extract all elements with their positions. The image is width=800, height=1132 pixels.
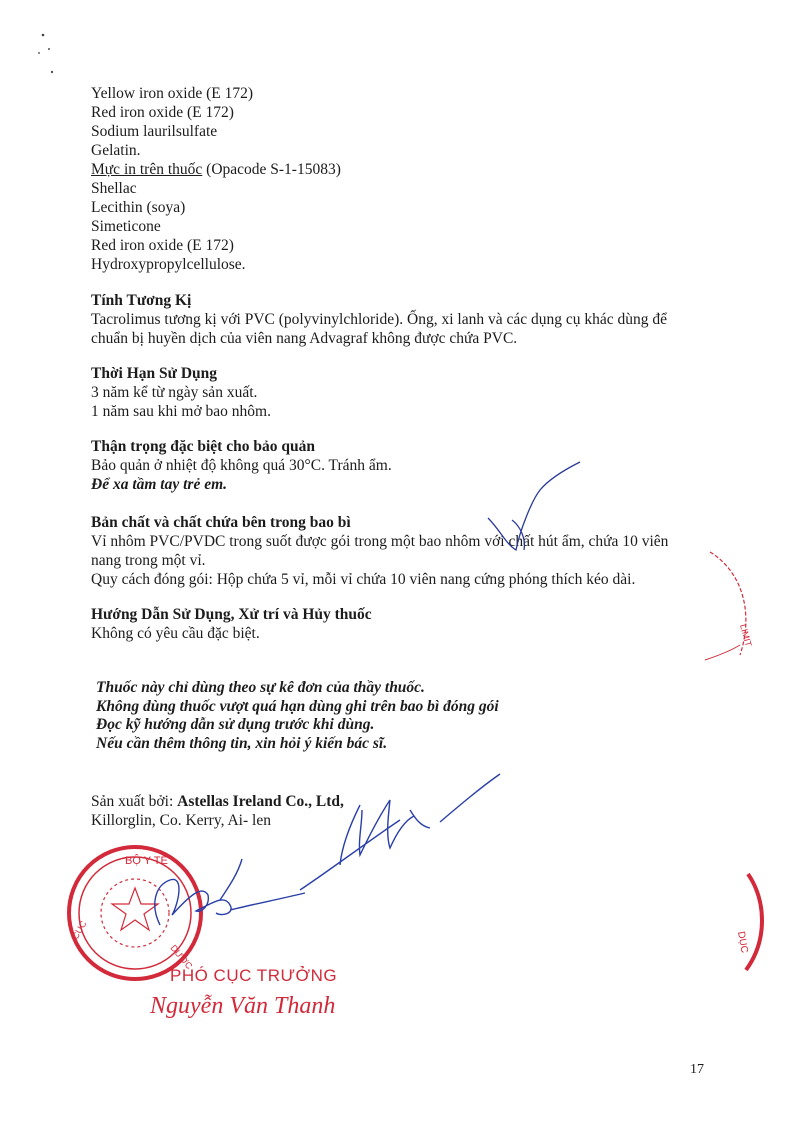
ingredient-item: Sodium laurilsulfate — [91, 123, 218, 140]
compatibility-section — [91, 291, 667, 348]
ink-heading — [91, 160, 341, 179]
prescription-notice — [96, 679, 499, 753]
notice-line: Thuốc này chỉ dùng theo sự kê đơn của thầy thuốc. — [96, 679, 425, 696]
manufacturer-address: Killorglin, Co. Kerry, Ai- len — [91, 812, 271, 829]
section-heading: Bản chất và chất chứa bên trong bao bì — [91, 514, 351, 531]
section-text: Vỉ nhôm PVC/PVDC trong suốt được gói trong một bao nhôm với chất hút ẩm, chứa 10 viên — [91, 533, 669, 550]
svg-text:CỤC: CỤC — [70, 919, 89, 941]
ink-item: Hydroxypropylcellulose. — [91, 256, 246, 273]
section-heading: Thận trọng đặc biệt cho bảo quản — [91, 438, 315, 455]
section-text: Không có yêu cầu đặc biệt. — [91, 625, 260, 642]
shelf-life-section — [91, 364, 271, 421]
ink-item: Simeticone — [91, 218, 161, 235]
ingredient-item: Yellow iron oxide (E 172) — [91, 85, 254, 102]
section-text: Bảo quản ở nhiệt độ không quá 30°C. Tránh ẩm. — [91, 457, 392, 474]
section-text: nang trong một vỉ. — [91, 552, 206, 569]
storage-section — [91, 437, 392, 494]
edge-mark-upper: LIMIT — [738, 622, 754, 648]
section-text: 1 năm sau khi mở bao nhôm. — [91, 403, 271, 420]
edge-seal-lower — [730, 870, 780, 980]
ingredients-list — [91, 84, 341, 274]
ink-item: Lecithin (soya) — [91, 199, 186, 216]
section-text: Quy cách đóng gói: Hộp chứa 5 vỉ, mỗi vỉ chứa 10 viên nang cứng phóng thích kéo dài. — [91, 571, 636, 588]
notice-line: Không dùng thuốc vượt quá hạn dùng ghi trên bao bì đóng gói — [96, 697, 499, 715]
edge-seal-upper — [700, 550, 760, 670]
ink-item: Shellac — [91, 180, 137, 197]
ingredient-item: Red iron oxide (E 172) — [91, 104, 234, 121]
storage-warning: Để xa tầm tay trẻ em. — [91, 476, 228, 493]
section-heading: Thời Hạn Sử Dụng — [91, 365, 218, 382]
ink-detail: (Opacode S-1-15083) — [202, 161, 341, 178]
notice-line: Đọc kỹ hướng dẫn sử dụng trước khi dùng. — [96, 716, 375, 733]
section-text: chuẩn bị huyền dịch của viên nang Advagraf không được chứa PVC. — [91, 330, 518, 347]
svg-text:BỘ Y TẾ: BỘ Y TẾ — [125, 855, 168, 867]
checkmark-signature — [480, 460, 600, 570]
section-text: 3 năm kể từ ngày sản xuất. — [91, 384, 258, 401]
notice-line: Nếu cần thêm thông tin, xin hỏi ý kiến bác sĩ. — [96, 734, 388, 752]
manufacturer-signature — [290, 770, 510, 900]
ink-label: Mực in trên thuốc — [91, 161, 203, 178]
page-number: 17 — [690, 1062, 704, 1077]
stamp-title: PHÓ CỤC TRƯỞNG — [170, 966, 338, 985]
manufacturer-name: Astellas Ireland Co., Ltd, — [177, 793, 344, 810]
ingredient-item: Gelatin. — [91, 142, 141, 159]
official-signature — [130, 855, 310, 945]
section-heading: Tính Tương Kị — [91, 292, 192, 309]
manufacturer-prefix: Sản xuất bởi: — [91, 793, 178, 810]
stamp-name: Nguyễn Văn Thanh — [150, 993, 336, 1019]
edge-mark-lower: DỤC — [735, 930, 750, 954]
scan-specks — [30, 25, 70, 85]
section-heading: Hướng Dẫn Sử Dụng, Xử trí và Hủy thuốc — [91, 606, 372, 623]
handling-section — [91, 605, 372, 643]
section-text: Tacrolimus tương kị với PVC (polyvinylchloride). Ống, xi lanh và các dụng cụ khác dùng để — [91, 311, 667, 328]
svg-text:DƯỢC: DƯỢC — [168, 942, 195, 972]
ink-item: Red iron oxide (E 172) — [91, 237, 234, 254]
